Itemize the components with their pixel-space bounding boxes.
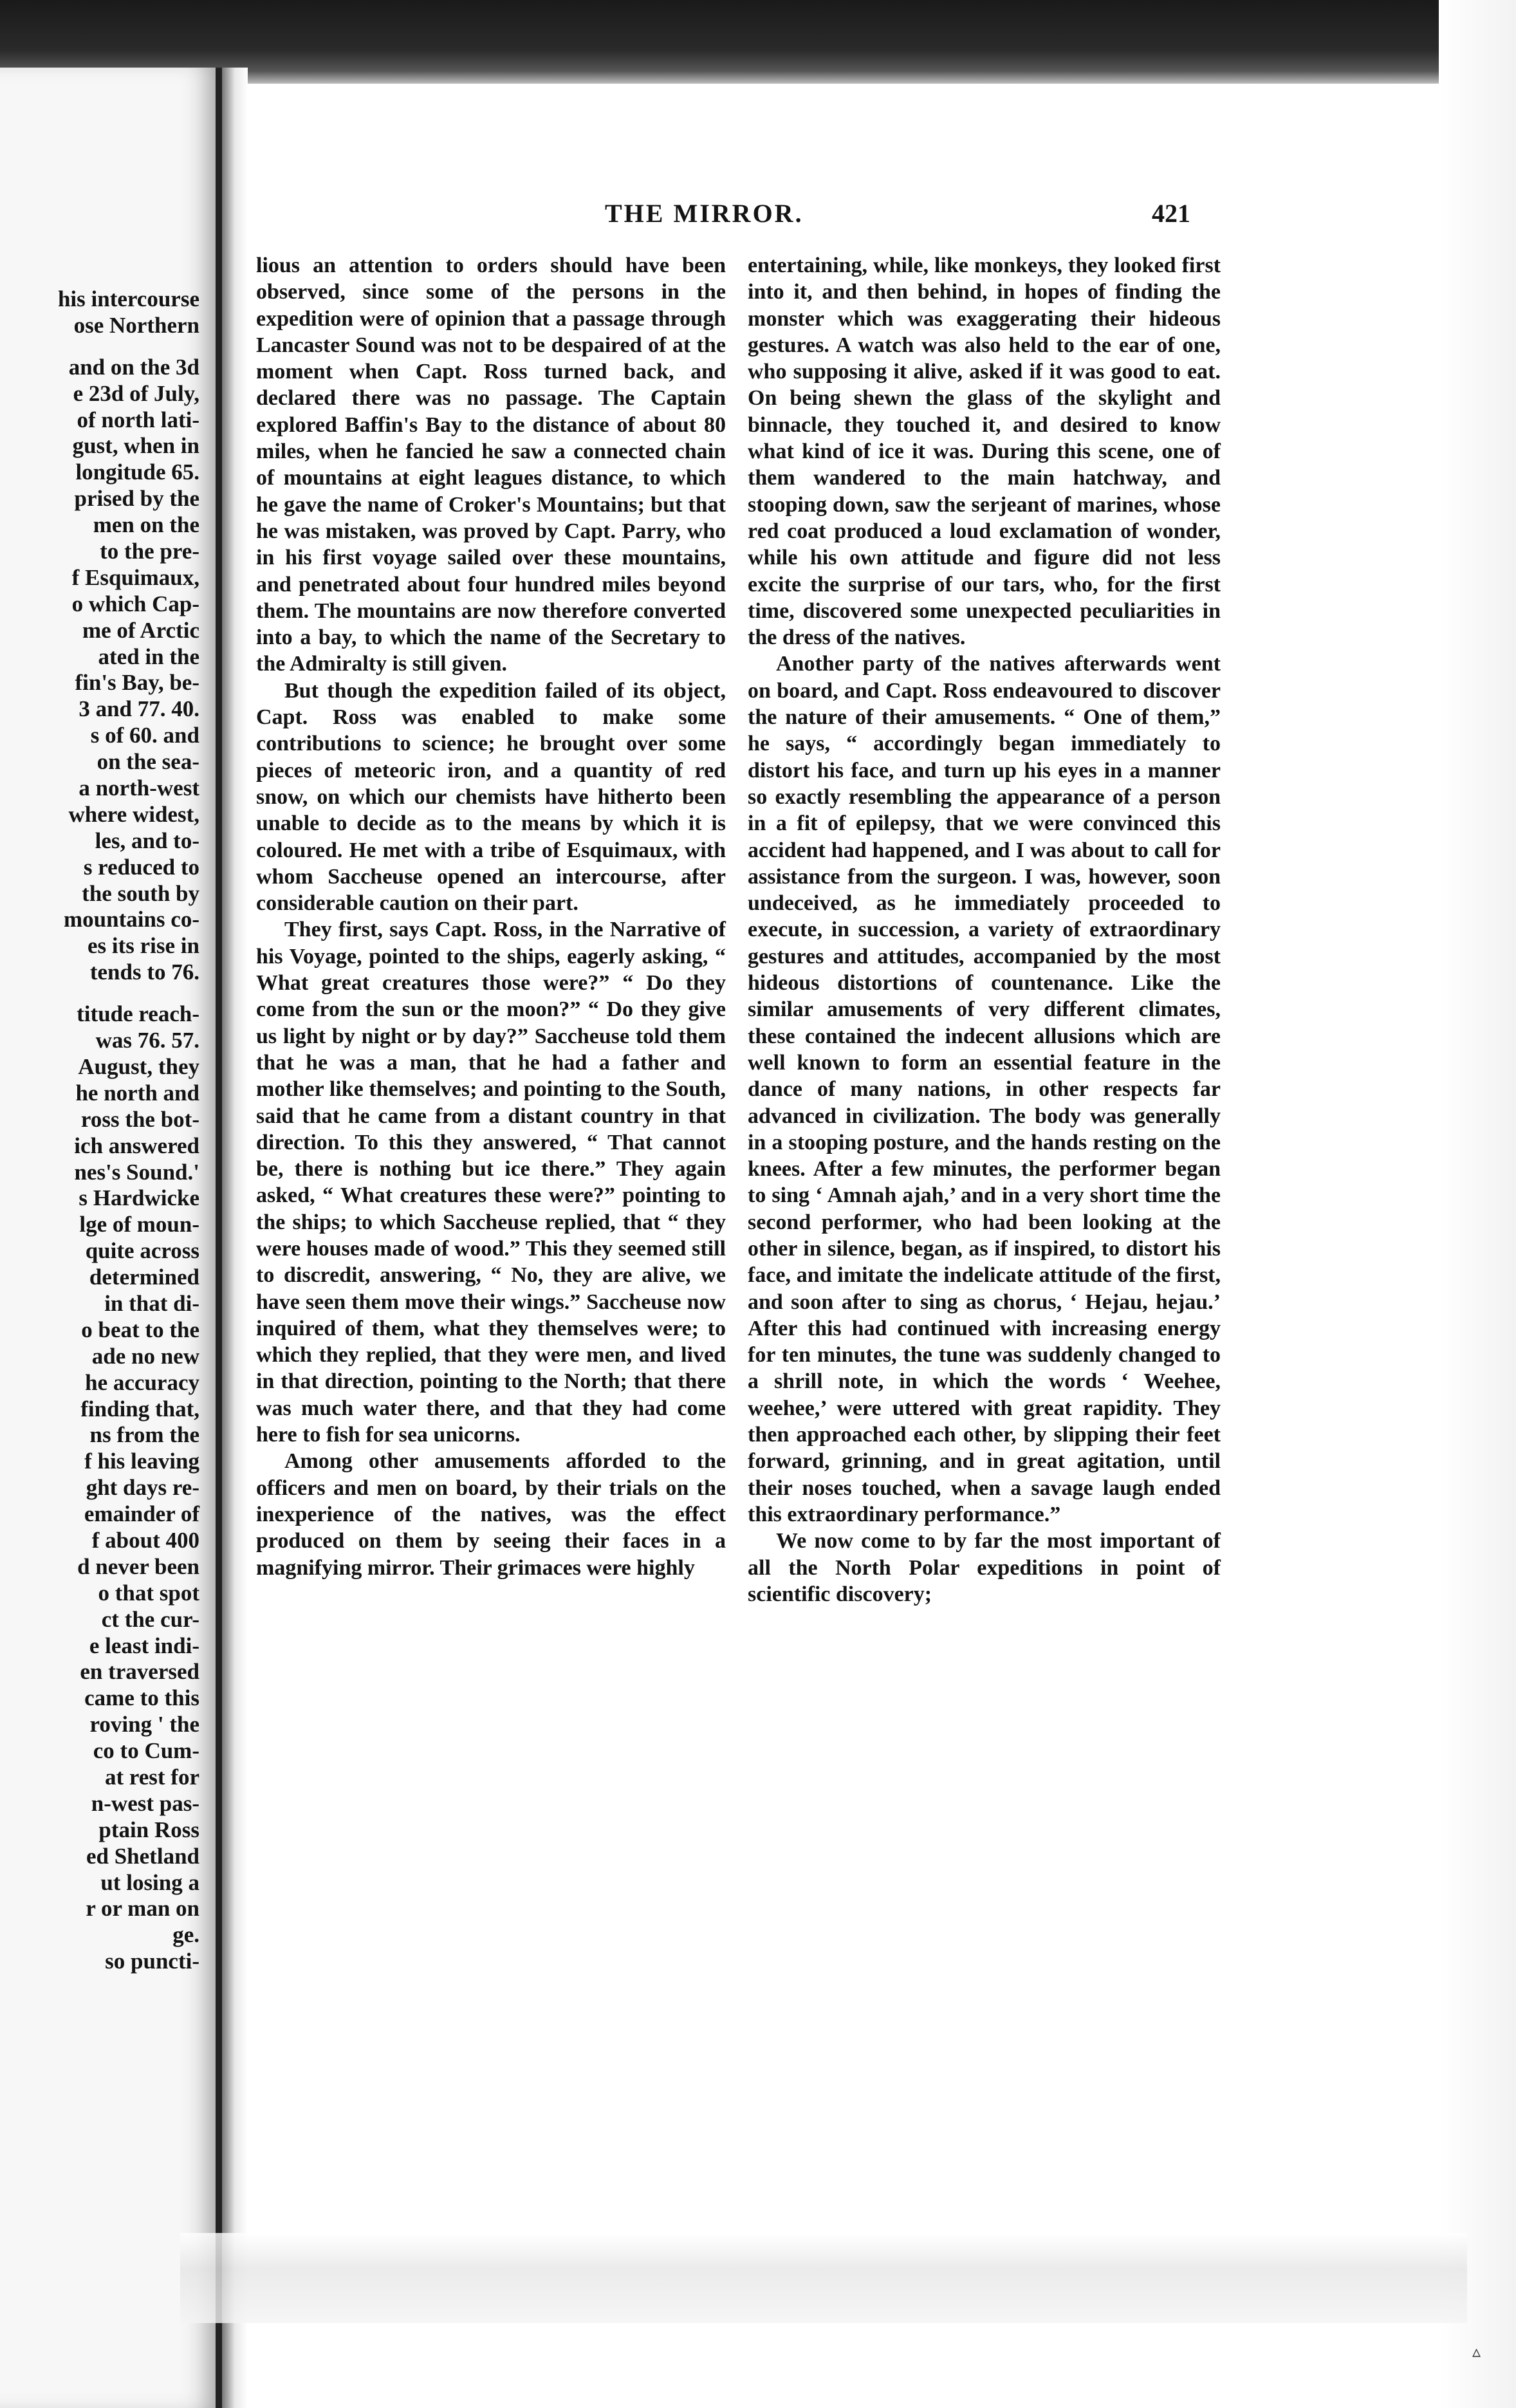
facing-page-line: ut losing a [100, 1869, 199, 1895]
facing-page-line: e 23d of July, [73, 380, 199, 406]
facing-page-line: quite across [85, 1238, 199, 1264]
paragraph: lious an attention to orders should have been observed, since some of the persons in the expedition were of opinion that a passage through Lancaster Sound was not to be despaired of at the moment when Capt. Ross turned back, and declared there was no passage. The Captain explored Baffin's Bay to the distance of about 80 miles, when he fancied he saw a connected chain of mountains at eight leagues distance, to which he gave the name of Croker's Mountains; but that he was mistaken, was proved by Capt. Parry, who in his first voyage sailed over these mountains, and penetrated about four hundred miles beyond them. The mountains are now therefore converted into a bay, to which the name of the Secretary to the Admiralty is still given. [256, 254, 726, 676]
facing-page-line: was 76. 57. [95, 1028, 199, 1053]
facing-page-line: fin's Bay, be- [75, 670, 199, 696]
facing-page-line: determined [89, 1264, 199, 1290]
running-head: THE MIRROR. [605, 199, 804, 228]
facing-page-line: ns from the [89, 1422, 199, 1448]
facing-page-line: so puncti- [105, 1949, 199, 1974]
book-gutter [222, 68, 248, 2408]
paragraph: We now come to by far the most important of all the North Polar expeditions in point of scientific discovery; [748, 1529, 1221, 1606]
facing-page-line: of north lati- [77, 407, 199, 432]
facing-page-line: f Esquimaux, [71, 564, 199, 590]
facing-page-line: ptain Ross [98, 1817, 199, 1842]
facing-page-line: o beat to the [81, 1317, 199, 1342]
facing-page-line: he accuracy [85, 1369, 199, 1395]
page-number: 421 [1152, 199, 1190, 228]
scan-smudge [180, 2233, 1467, 2323]
facing-page-line: longitude 65. [75, 459, 199, 485]
facing-page-line: he north and [75, 1080, 199, 1106]
facing-page-line: en traversed [80, 1659, 199, 1685]
facing-page-line: e least indi- [89, 1633, 199, 1658]
facing-page-line: at rest for [104, 1764, 199, 1790]
facing-page-line: o which Cap- [71, 591, 199, 616]
facing-page-line: gust, when in [72, 433, 199, 459]
facing-page-line: ated in the [98, 644, 199, 669]
facing-page-line: finding that, [80, 1396, 199, 1422]
facing-page-line: me of Arctic [82, 617, 199, 643]
facing-page-line: and on the 3d [68, 354, 199, 380]
facing-page-line: the south by [82, 880, 199, 906]
paragraph: They first, says Capt. Ross, in the Narrative of his Voyage, pointed to the ships, eagerly asking, “ What great creatures those were?” “ Do they come from the sun or the moon?” “ Do they give us light by night or by day?” Saccheuse told them that he was a man, that he had a father and mother like themselves; and pointing to the South, said that he came from a distant country in that direction. To this they answered, “ That cannot be, there is nothing but ice there.” They again asked, “ What creatures these were?” pointing to the ships; to which Saccheuse replied, that “ they were houses made of wood.” This they seemed still to discredit, answering, “ No, they are alive, we have seen them move their wings.” Saccheuse now inquired of them, what they themselves were; to which they replied, that they were men, and lived in that direction, pointing to the North; that there was much water there, and that they had come here to fish for sea unicorns. [256, 918, 726, 1447]
facing-page-line: ct the cur- [101, 1606, 199, 1632]
facing-page-line: 3 and 77. 40. [79, 696, 199, 722]
facing-page-line: co to Cum- [93, 1738, 199, 1764]
facing-page-line: s Hardwicke [79, 1185, 199, 1211]
facing-page-line: ross the bot- [80, 1106, 199, 1132]
facing-page-line: came to this [84, 1685, 199, 1711]
facing-page-line: his intercourse [57, 286, 199, 311]
facing-page-line: on the sea- [97, 749, 199, 775]
facing-page-text [0, 286, 199, 1975]
facing-page-line: men on the [93, 512, 199, 538]
facing-page-line: titude reach- [77, 1001, 199, 1027]
facing-page-line: mountains co- [64, 907, 199, 932]
facing-page-line: f about 400 [91, 1527, 199, 1553]
text-column-2 [748, 252, 1221, 1607]
facing-page-line: les, and to- [95, 828, 199, 853]
facing-page-line: roving ' the [89, 1712, 199, 1737]
facing-page-line: where widest, [68, 801, 199, 827]
facing-page-line: prised by the [74, 486, 199, 512]
paragraph: Among other amusements afforded to the officers and men on board, by their trials on the inexperience of the natives, was the effect produced on them by seeing their faces in a magnifying mirror. Their grimaces were highly [256, 1449, 726, 1580]
facing-page-line: a north-west [79, 775, 199, 801]
facing-page-line: in that di- [104, 1290, 199, 1316]
facing-page-line: s reduced to [83, 854, 199, 880]
facing-page-line [0, 339, 199, 355]
facing-page-line [0, 986, 199, 1001]
facing-page-line: r or man on [86, 1896, 199, 1922]
facing-page-line: ge. [172, 1922, 199, 1948]
facing-page-line: d never been [77, 1553, 199, 1579]
text-column-1 [256, 252, 726, 1581]
facing-page-line: tends to 76. [89, 959, 199, 985]
facing-page-line: lge of moun- [79, 1212, 199, 1237]
facing-page-line: ade no new [91, 1343, 199, 1369]
facing-page-line: ose Northern [73, 312, 199, 338]
facing-page-line: nes's Sound.' [74, 1159, 199, 1185]
corner-mark: ▵ [1472, 2342, 1481, 2361]
facing-page-line: to the pre- [100, 539, 199, 564]
facing-page-line: s of 60. and [90, 723, 199, 748]
facing-page-line: o that spot [98, 1580, 199, 1606]
facing-page-line: es its rise in [87, 933, 199, 959]
scan-edge-right [1439, 0, 1516, 2408]
facing-page-line: ed Shetland [86, 1843, 199, 1869]
facing-page-line: emainder of [84, 1501, 199, 1527]
paragraph: entertaining, while, like monkeys, they looked first into it, and then behind, in hopes of finding the monster which was exaggerating their hideous gestures. A watch was also held to the ear of one, who supposing it alive, asked if it was good to eat. On being shewn the glass of the skylight and binnacle, they touched it, and desired to know what kind of ice it was. During this scene, one of them wandered to the main hatchway, and stooping down, saw the serjeant of marines, whose red coat produced a loud exclamation of wonder, while his own attitude and figure did not less excite the surprise of our tars, who, for the first time, discovered some unexpected peculiarities in the dress of the natives. [748, 254, 1221, 650]
facing-page-fragment [0, 68, 222, 2408]
facing-page-line: n-west pas- [91, 1790, 199, 1816]
paragraph: But though the expedition failed of its object, Capt. Ross was enabled to make some contributions to science; he brought over some pieces of meteoric iron, and a quantity of red snow, on which our chemists have hitherto been unable to decide as to the means by which it is coloured. He met with a tribe of Esquimaux, with whom Saccheuse opened an intercourse, after considerable caution on their part. [256, 678, 726, 916]
paragraph: Another party of the natives afterwards went on board, and Capt. Ross endeavoured to discover the nature of their amusements. “ One of them,” he says, “ accordingly began immediately to distort his face, and turn up his eyes in a manner so exactly resembling the appearance of a person in a fit of epilepsy, that we were convinced this accident had happened, and I was about to call for assistance from the surgeon. I was, however, soon undeceived, as he immediately proceeded to execute, in succession, a variety of extraordinary gestures and attitudes, accompanied by the most hideous distortions of countenance. Like the similar amusements of very different climates, these contained the indecent allusions which are well known to form an essential feature in the dance of many nations, in other respects far advanced in civilization. The body was generally in a stooping posture, and the hands resting on the knees. After a few minutes, the performer began to sing ‘ Amnah ajah,’ and in a very short time the second performer, who had been looking at the other in silence, began, as if inspired, to distort his face, and imitate the indelicate attitude of the first, and soon after to sing as chorus, ‘ Hejau, hejau.’ After this had continued with increasing energy for ten minutes, the tune was suddenly changed to a shrill note, in which the words ‘ Weehee, weehee,’ were uttered with great rapidity. They then approached each other, by slipping their feet forward, grinning, and in great agitation, until their noses touched, when a savage laugh ended this extraordinary performance.” [748, 652, 1221, 1526]
facing-page-line: ght days re- [86, 1475, 199, 1501]
facing-page-line: f his leaving [84, 1449, 199, 1474]
facing-page-line: August, they [78, 1053, 199, 1079]
facing-page-line: ich answered [74, 1133, 199, 1158]
